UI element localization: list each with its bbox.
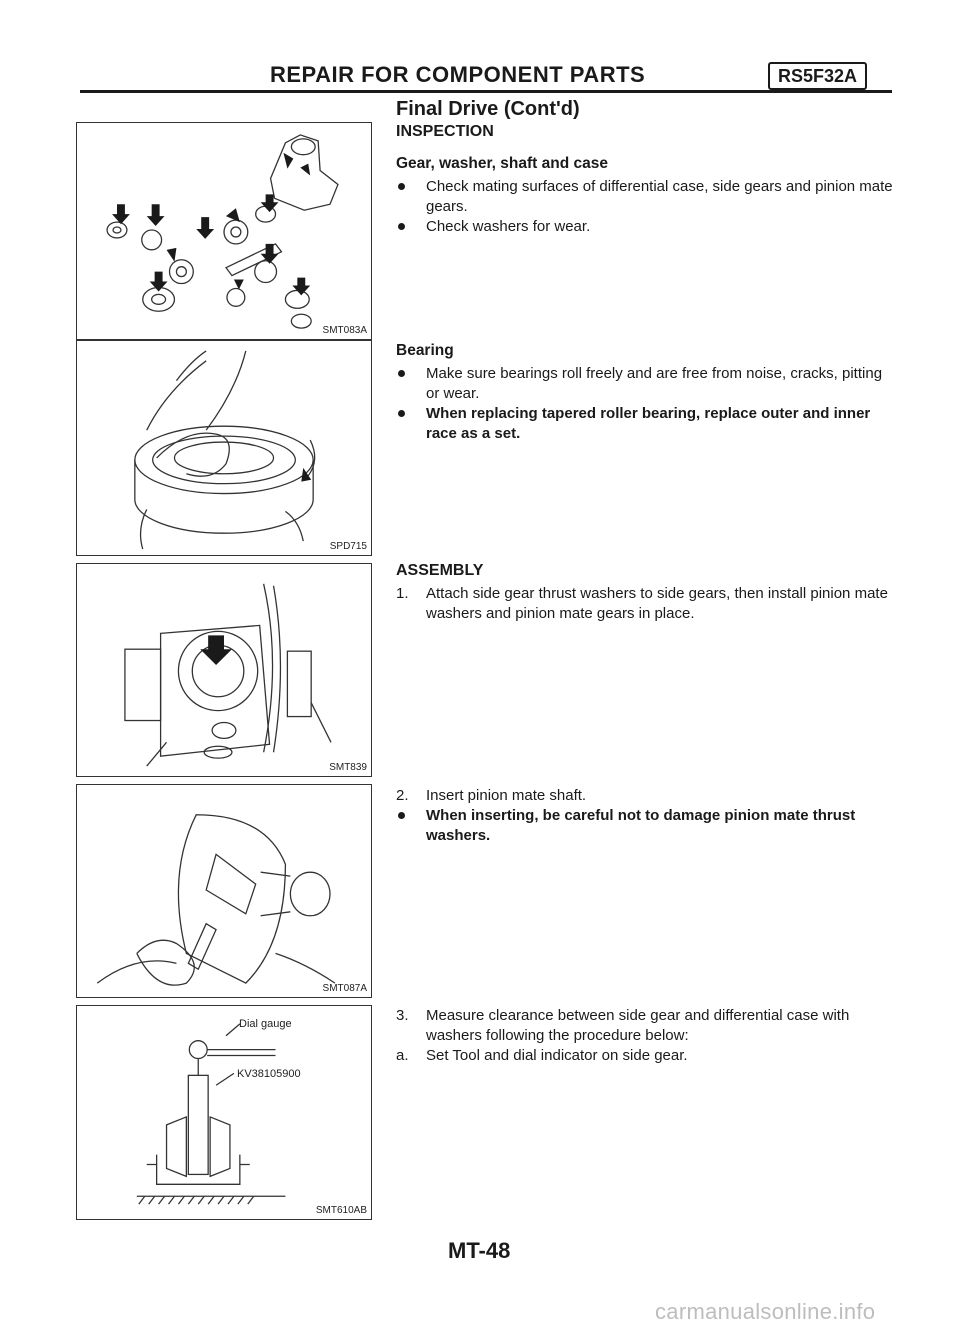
model-code-badge: RS5F32A xyxy=(768,62,867,90)
pinion-gears-illustration xyxy=(77,564,371,776)
list-item: Make sure bearings roll freely and are free from noise, cracks, pitting or wear. xyxy=(396,364,896,404)
list-item: When inserting, be careful not to damage pinion mate thrust washers. xyxy=(396,806,896,846)
inspection-section xyxy=(396,98,896,237)
figure-pinion-gears xyxy=(76,563,372,777)
assembly-step3 xyxy=(396,1006,896,1066)
watermark[interactable]: carmanualsonline.info xyxy=(655,1299,876,1324)
inspection-heading: INSPECTION xyxy=(396,123,494,140)
bullet-icon xyxy=(398,183,405,190)
list-item: 1. Attach side gear thrust washers to side gears, then install pinion mate washers and pinion mate gears in place. xyxy=(396,585,888,622)
figure-code: SMT087A xyxy=(322,983,367,994)
figure-code: SPD715 xyxy=(329,541,367,552)
dial-gauge-label: Dial gauge xyxy=(239,1018,292,1030)
dial-gauge-illustration xyxy=(77,1006,371,1219)
bearing-bullet-list xyxy=(396,364,896,444)
bullet-icon xyxy=(398,223,405,230)
page-number: MT-48 xyxy=(448,1238,511,1263)
assembly-section xyxy=(396,562,896,624)
list-item: Check mating surfaces of differential case, side gears and pinion mate gears. xyxy=(396,177,896,217)
gear-bullet-list xyxy=(396,177,896,237)
bullet-icon xyxy=(398,410,405,417)
page-header-title: REPAIR FOR COMPONENT PARTS xyxy=(270,62,646,87)
figure-insert-shaft xyxy=(76,784,372,998)
bullet-icon xyxy=(398,370,405,377)
gear-exploded-illustration xyxy=(77,123,371,339)
figure-code: SMT839 xyxy=(329,762,367,773)
list-item: When replacing tapered roller bearing, replace outer and inner race as a set. xyxy=(396,404,896,444)
bullet-icon xyxy=(398,812,405,819)
section-title: Final Drive (Cont'd) xyxy=(396,98,580,120)
bearing-heading: Bearing xyxy=(396,342,454,359)
figure-dial-gauge xyxy=(76,1005,372,1220)
assembly-step2 xyxy=(396,786,896,846)
list-item: 3. Measure clearance between side gear and differential case with washers following the procedure below: xyxy=(396,1007,850,1044)
bearing-illustration xyxy=(77,341,371,555)
insert-shaft-illustration xyxy=(77,785,371,997)
figure-code: SMT610AB xyxy=(315,1205,367,1216)
list-item: a. Set Tool and dial indicator on side gear. xyxy=(396,1047,688,1064)
bearing-section xyxy=(396,342,896,444)
figure-code: SMT083A xyxy=(322,325,367,336)
tool-number-label: KV38105900 xyxy=(237,1068,301,1080)
figure-bearing xyxy=(76,340,372,556)
assembly-heading: ASSEMBLY xyxy=(396,562,484,579)
list-item: Check washers for wear. xyxy=(396,217,896,237)
header-rule xyxy=(80,90,892,93)
list-item: 2. Insert pinion mate shaft. xyxy=(396,787,587,804)
figure-gear-exploded xyxy=(76,122,372,340)
gear-heading: Gear, washer, shaft and case xyxy=(396,155,608,172)
